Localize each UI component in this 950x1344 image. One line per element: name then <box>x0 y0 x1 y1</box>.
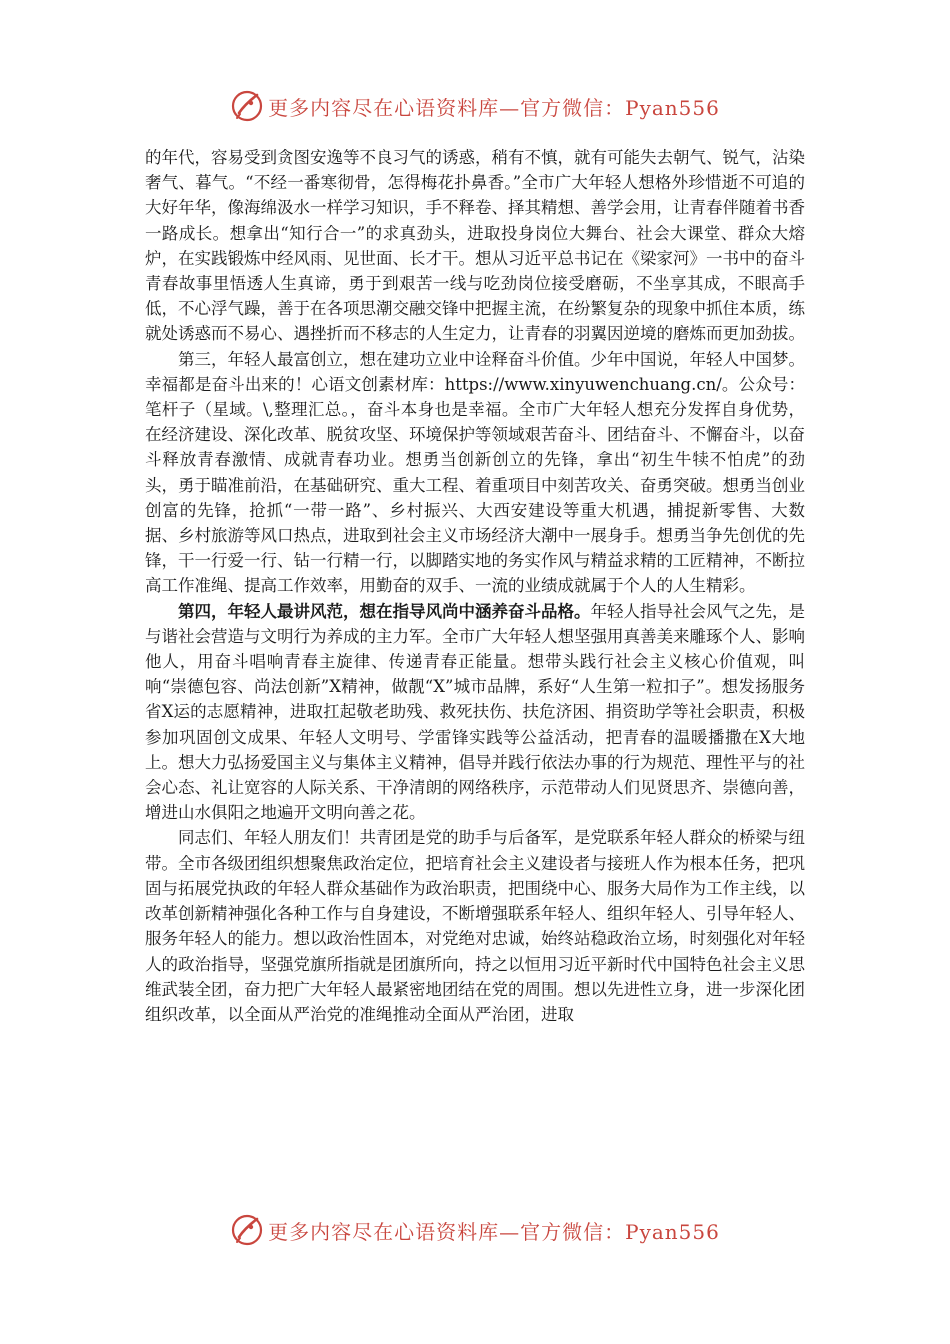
paragraph-2: 第三，年轻人最富创立，想在建功立业中诠释奋斗价值。少年中国说，年轻人中国梦。幸福都是奋斗出来的！心语文创素材库：https://www.xinyuwenchuang.cn/。公众号：笔杆子（星域。\,整理汇总。，奋斗本身也是幸福。全市广大年轻人想充分发挥自身优势，在经济建设、深化改革、脱贫攻坚、环境保护等领域艰苦奋斗、团结奋斗、不懈奋斗，以奋斗释放青春激情、成就青春功业。想勇当创新创立的先锋，拿出“初生牛犊不怕虎”的劲头，勇于瞄准前沿，在基础研究、重大工程、着重项目中刻苦攻关、奋勇突破。想勇当创业创富的先锋，抢抓“一带一路”、乡村振兴、大西安建设等重大机遇，捕捉新零售、大数据、乡村旅游等风口热点，进取到社会主义市场经济大潮中一展身手。想勇当争先创优的先锋，干一行爱一行、钻一行精一行，以脚踏实地的务实作风与精益求精的工匠精神，不断拉高工作准绳、提高工作效率，用勤奋的双手、一流的业绩成就属于个人的人生精彩。 <box>145 349 805 596</box>
watermark-text-top: 更多内容尽在心语资料库—官方微信：Pyan556 <box>268 95 720 120</box>
paragraph-3-heading: 第四，年轻人最讲风范，想在指导风尚中涵养奋斗品格。 <box>178 601 591 621</box>
paragraph-1: 的年代，容易受到贪图安逸等不良习气的诱惑，稍有不慎，就有可能失去朝气、锐气，沾染奢气、暮气。“不经一番寒彻骨，怎得梅花扑鼻香。”全市广大年轻人想格外珍惜逝不可追的大好年华，像海绵汲水一样学习知识，手不释卷、择其精想、善学会用，让青春伴随着书香一路成长。想拿出“知行合一”的求真劲头，进取投身岗位大舞台、社会大课堂、群众大熔炉，在实践锻炼中经风雨、见世面、长才干。想从习近平总书记在《梁家河》一书中的奋斗青春故事里悟透人生真谛，勇于到艰苦一线与吃劲岗位接受磨砺，不坐享其成，不眼高手低，不心浮气躁，善于在各项思潮交融交锋中把握主流，在纷繁复杂的现象中抓住本质，练就处诱惑而不易心、遇挫折而不移志的人生定力，让青春的羽翼因逆境的磨炼而更加劲拔。 <box>145 148 805 344</box>
paragraph-3-body: 年轻人指导社会风气之先，是与谐社会营造与文明行为养成的主力军。全市广大年轻人想坚强用真善美来雕琢个人、影响他人，用奋斗唱响青春主旋律、传递青春正能量。想带头践行社会主义核心价值观，叫响“崇德包容、尚法创新”X精神，做靓“X”城市品牌，系好“人生第一粒扣子”。想发扬服务省X运的志愿精神，进取扛起敬老助残、救死扶伤、扶危济困、捐资助学等社会职责，积极参加巩固创文成果、年轻人文明号、学雷锋实践等公益活动，把青春的温暖播撒在X大地上。想大力弘扬爱国主义与集体主义精神，倡导并践行依法办事的行为规范、理性平与的社会心态、礼让宽容的人际关系、干净清朗的网络秩序，示范带动人们见贤思齐、崇德向善，增进山水俱阳之地遍开文明向善之花。 <box>145 601 805 823</box>
watermark-text-bottom: 更多内容尽在心语资料库—官方微信：Pyan556 <box>268 1219 720 1244</box>
pen-logo-icon <box>230 1213 264 1247</box>
paragraph-3 <box>145 599 805 826</box>
pen-logo-icon <box>230 89 264 123</box>
watermark-banner-bottom <box>0 1208 950 1252</box>
document-body <box>145 145 805 1027</box>
paragraph-4: 同志们、年轻人朋友们！共青团是党的助手与后备军，是党联系年轻人群众的桥梁与纽带。全市各级团组织想聚焦政治定位，把培育社会主义建设者与接班人作为根本任务，把巩固与拓展党执政的年轻人群众基础作为政治职责，把围绕中心、服务大局作为工作主线，以改革创新精神强化各种工作与自身建设，不断增强联系年轻人、组织年轻人、引导年轻人、服务年轻人的能力。想以政治性固本，对党绝对忠诚，始终站稳政治立场，时刻强化对年轻人的政治指导，坚强党旗所指就是团旗所向，持之以恒用习近平新时代中国特色社会主义思维武装全团，奋力把广大年轻人最紧密地团结在党的周围。想以先进性立身，进一步深化团组织改革，以全面从严治党的准绳推动全面从严治团，进取 <box>145 828 805 1024</box>
watermark-banner-top <box>0 84 950 128</box>
